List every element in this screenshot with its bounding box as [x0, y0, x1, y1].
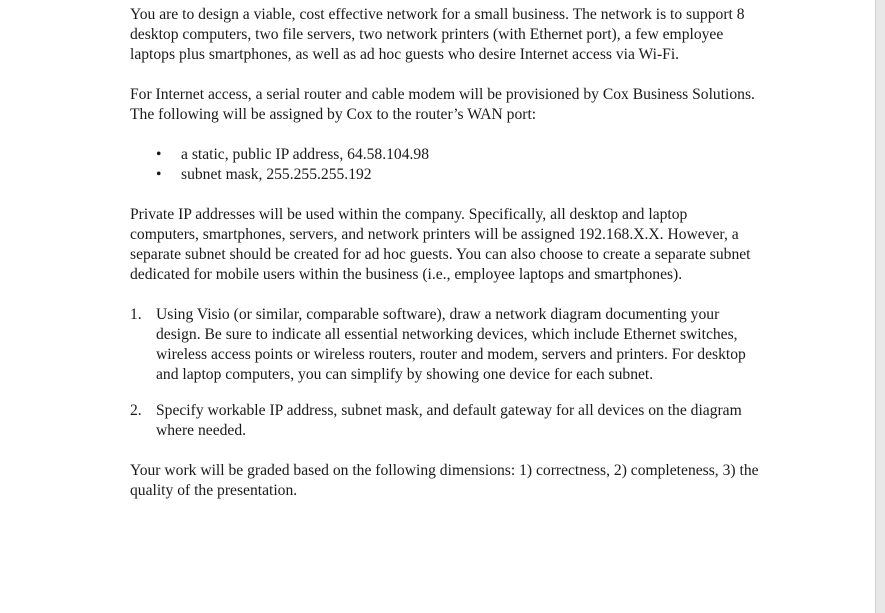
bullet-icon: • [156, 166, 162, 183]
list-item [130, 145, 760, 165]
task-list [130, 305, 760, 441]
task-text: Specify workable IP address, subnet mask, and default gateway for all devices on the diagram where needed. [156, 402, 742, 439]
list-item-text: subnet mask, 255.255.255.192 [181, 166, 372, 183]
private-ip-paragraph: Private IP addresses will be used within the company. Specifically, all desktop and laptop computers, smartphones, servers, and network printers will be assigned 192.168.X.X. However, a separate subnet should be created for ad hoc guests. You can also choose to create a separate subnet dedicated for mobile users within the business (i.e., employee laptops and smartphones). [130, 206, 751, 283]
bullet-icon: • [156, 146, 162, 163]
task-number: 2. [130, 402, 142, 419]
isp-paragraph: For Internet access, a serial router and cable modem will be provisioned by Cox Business Solutions. The following will be assigned by Cox to the router’s WAN port: [130, 86, 755, 123]
viewer-scrollbar[interactable] [875, 0, 885, 613]
list-item-text: a static, public IP address, 64.58.104.98 [181, 146, 430, 163]
document-body [130, 5, 760, 501]
intro-paragraph: You are to design a viable, cost effective network for a small business. The network is to support 8 desktop computers, two file servers, two network printers (with Ethernet port), a few employee laptops plus smartphones, as well as ad hoc guests who desire Internet access via Wi-Fi. [130, 6, 745, 63]
task-text: Using Visio (or similar, comparable software), draw a network diagram documenting your design. Be sure to indicate all essential networking devices, which include Ethernet switches, wireless access points or wireless routers, router and modem, servers and printers. For desktop and laptop computers, you can simplify by showing one device for each subnet. [156, 306, 746, 383]
task-number: 1. [130, 306, 142, 323]
list-item [130, 165, 760, 185]
task-item [130, 305, 760, 385]
task-item [130, 401, 760, 441]
wan-assignment-list [130, 145, 760, 185]
grading-paragraph: Your work will be graded based on the following dimensions: 1) correctness, 2) completeness, 3) the quality of the presentation. [130, 462, 759, 499]
